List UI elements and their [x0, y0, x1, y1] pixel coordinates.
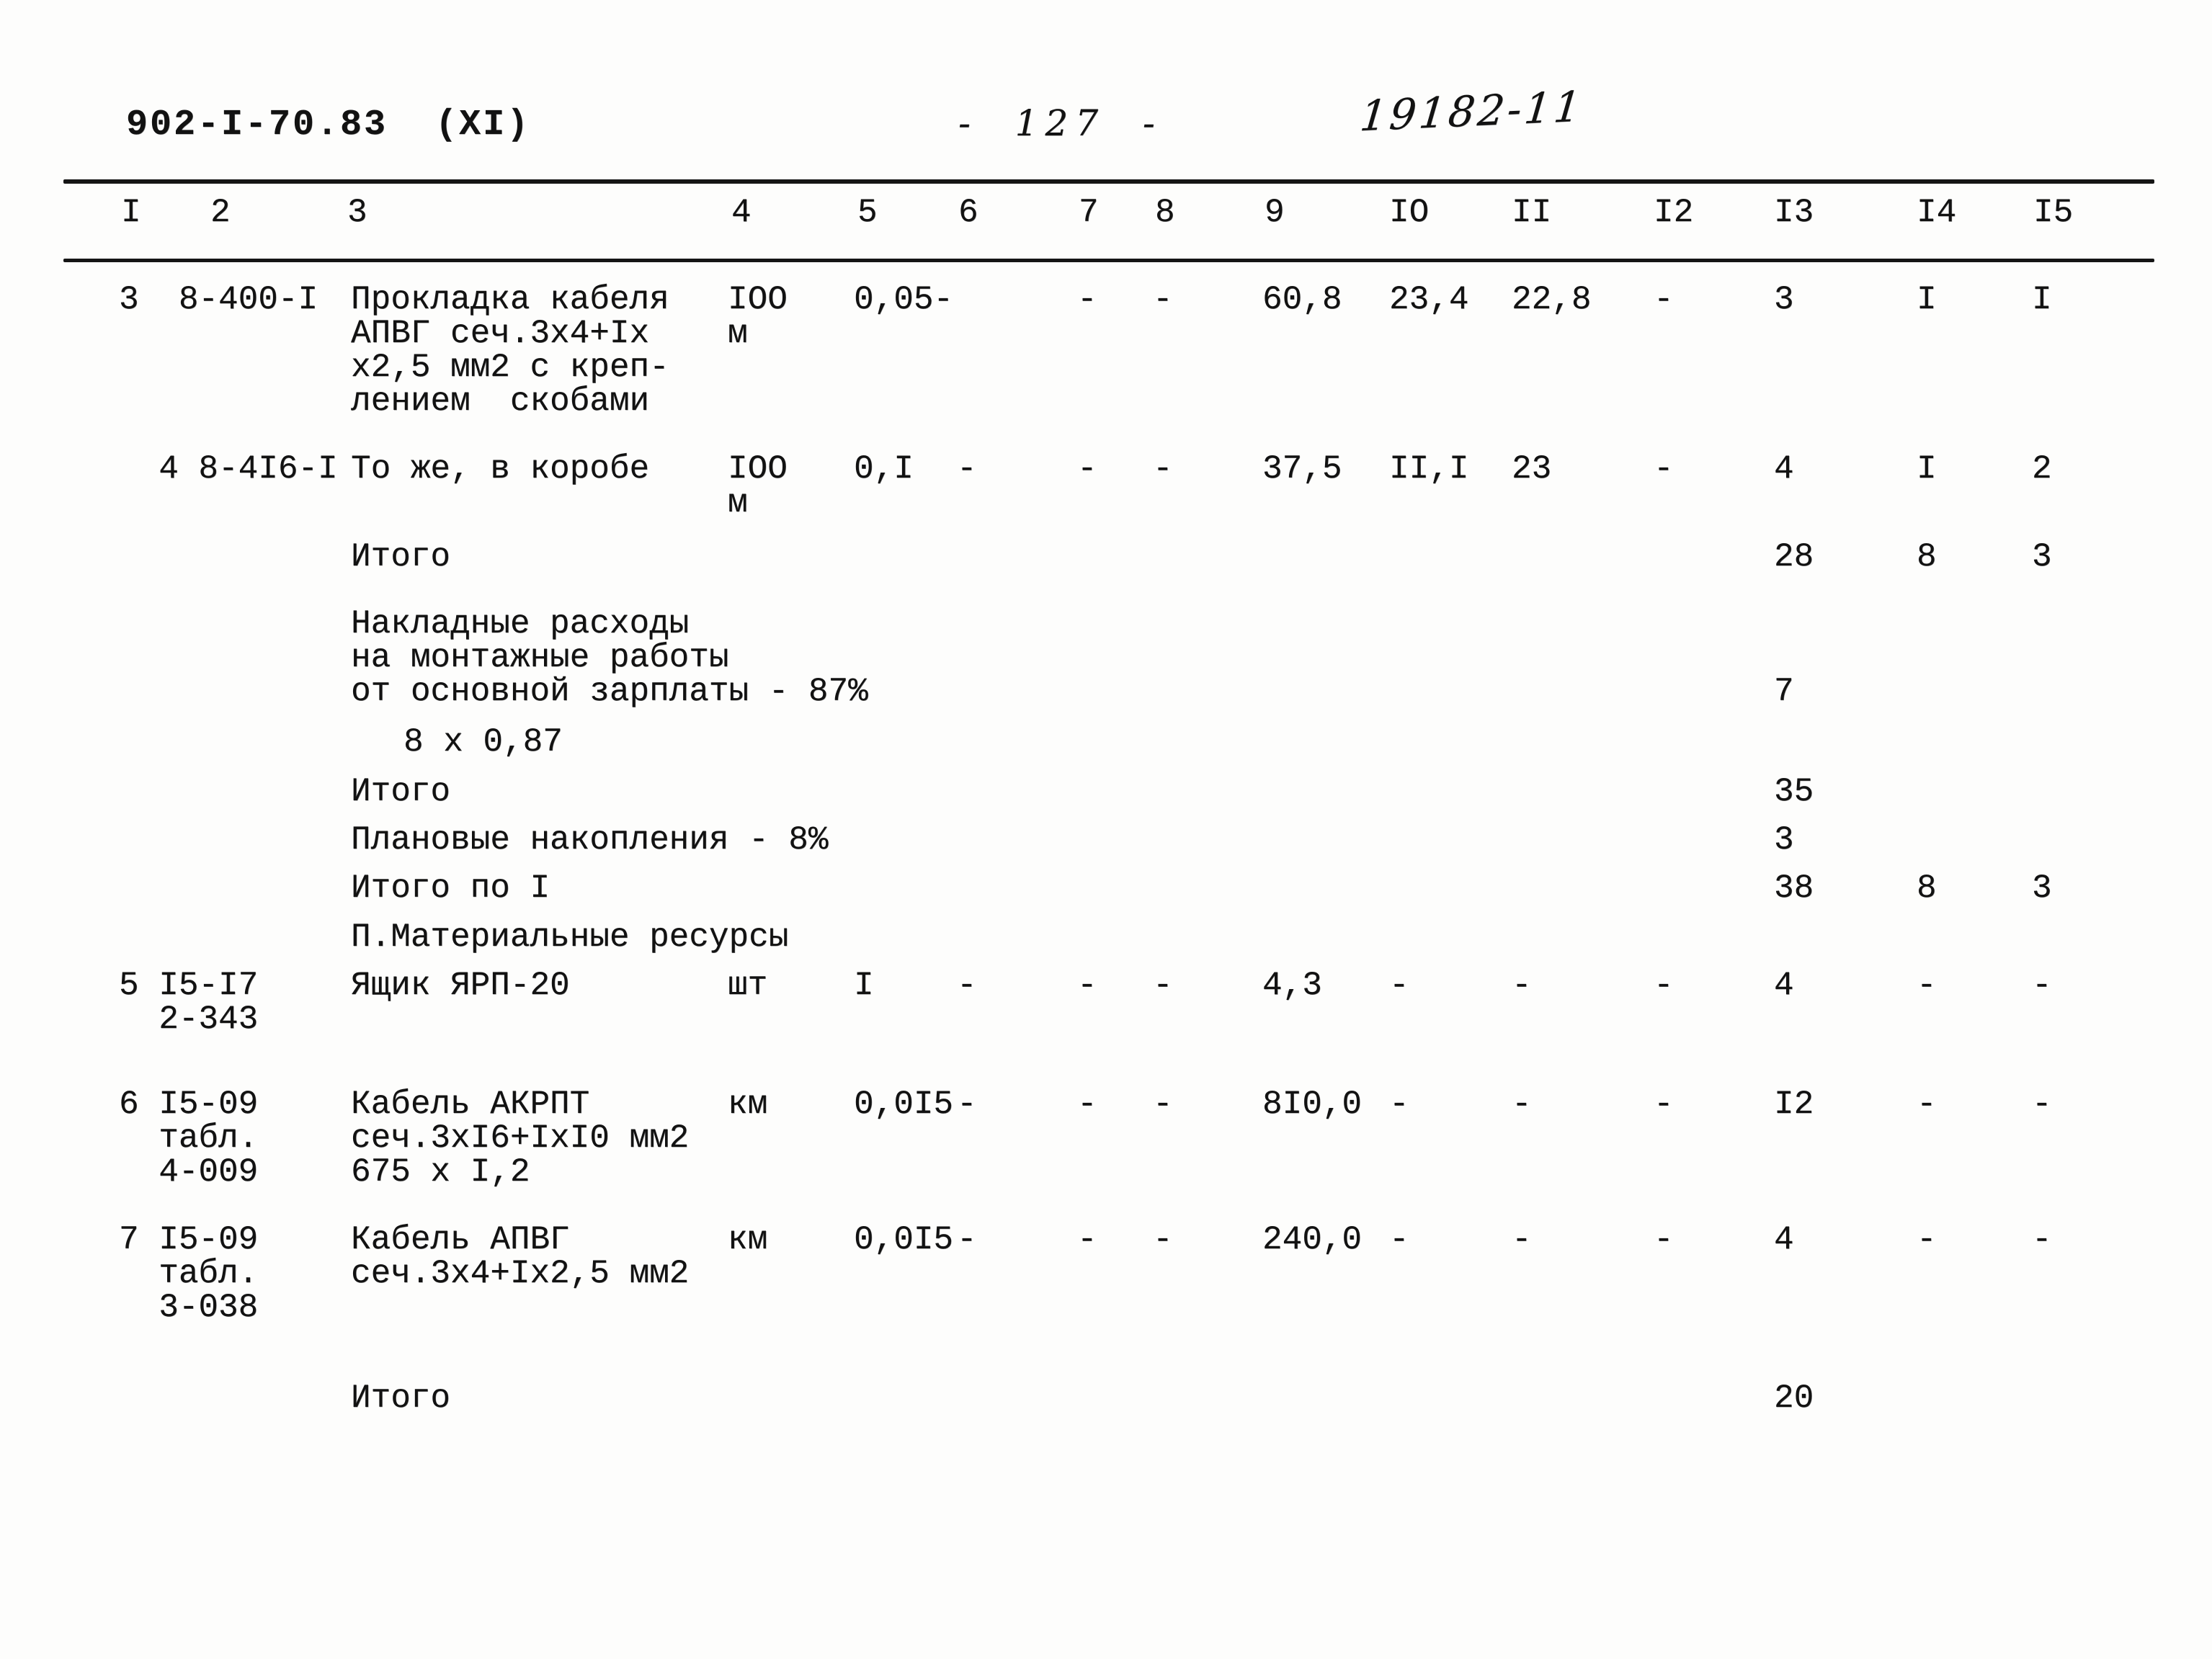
cell-c15: - [2032, 1221, 2052, 1258]
item-unit-line: км [728, 1221, 768, 1258]
column-header-6: 6 [958, 194, 978, 231]
item-id-line: табл. [119, 1119, 259, 1157]
cell-c13: 3 [1774, 281, 1794, 318]
cell-c6: - [957, 1086, 977, 1123]
item-desc-line: Кабель АКРПТ [351, 1086, 590, 1123]
cell-c8: - [1153, 281, 1173, 318]
column-header-15: I5 [2033, 194, 2074, 231]
item-unit-line: м [728, 484, 748, 522]
item-desc-line: сеч.3хI6+IхI0 мм2 [351, 1119, 690, 1157]
note-line: от основной зарплаты - 87% [351, 673, 868, 710]
column-header-9: 9 [1265, 194, 1285, 231]
note-line: Накладные расходы [351, 605, 690, 643]
cell-c12: - [1654, 1221, 1674, 1258]
column-header-8: 8 [1155, 194, 1175, 231]
total-label: Итого [351, 1379, 451, 1417]
cell-c9: 8I0,0 [1262, 1086, 1363, 1123]
cell-c5: 0,I [854, 450, 914, 488]
cell-c9: 240,0 [1262, 1221, 1363, 1258]
item-id-line: 7 I5-09 [119, 1221, 259, 1258]
column-header-4: 4 [731, 194, 752, 231]
cell-c15: 2 [2032, 450, 2052, 488]
cell-c13: 4 [1774, 1221, 1794, 1258]
column-header-1: I [121, 194, 141, 231]
cell-c11: - [1512, 1086, 1532, 1123]
cell-c13: 38 [1774, 869, 1814, 907]
cell-c11: 23 [1512, 450, 1552, 488]
cell-c14: I [1917, 450, 1937, 488]
item-desc-line: Ящик ЯРП-20 [351, 967, 570, 1004]
cell-c5: 0,0I5 [854, 1086, 954, 1123]
cell-c6: - [957, 967, 977, 1004]
cell-c15: - [2032, 1086, 2052, 1123]
cell-c13: 7 [1774, 673, 1794, 710]
item-id-line: 2-343 [119, 1001, 259, 1038]
item-desc-line: АПВГ сеч.3х4+Iх [351, 315, 650, 352]
cell-c12: - [1654, 967, 1674, 1004]
item-desc-line: То же, в коробе [351, 450, 650, 488]
cell-c10: - [1389, 1221, 1409, 1258]
item-unit-line: IOO [728, 281, 788, 318]
cell-c13: 20 [1774, 1379, 1814, 1417]
column-header-3: 3 [347, 194, 367, 231]
cell-c7: - [1077, 1221, 1097, 1258]
cell-c5: 0,05- [854, 281, 954, 318]
cell-c13: 35 [1774, 773, 1814, 810]
item-unit-line: шт [728, 967, 768, 1004]
cell-c8: - [1153, 1221, 1173, 1258]
cell-c11: - [1512, 967, 1532, 1004]
item-unit-line: м [728, 315, 748, 352]
column-header-7: 7 [1079, 194, 1099, 231]
cell-c8: - [1153, 450, 1173, 488]
formula: 8 х 0,87 [403, 723, 563, 761]
column-header-10: IO [1389, 194, 1430, 231]
cell-c15: 3 [2032, 538, 2052, 576]
cell-c14: - [1917, 1086, 1937, 1123]
cell-c14: - [1917, 967, 1937, 1004]
column-header-12: I2 [1654, 194, 1694, 231]
cell-c5: I [854, 967, 874, 1004]
cell-c10: - [1389, 1086, 1409, 1123]
column-header-5: 5 [857, 194, 878, 231]
item-desc-line: Кабель АПВГ [351, 1221, 570, 1258]
item-id-line: 5 I5-I7 [119, 967, 259, 1004]
table-rule-header [63, 259, 2154, 262]
cell-c14: I [1917, 281, 1937, 318]
cell-c13: 4 [1774, 967, 1794, 1004]
item-id-line: 6 I5-09 [119, 1086, 259, 1123]
cell-c5: 0,0I5 [854, 1221, 954, 1258]
item-desc-line: сеч.3х4+Iх2,5 мм2 [351, 1255, 690, 1292]
cell-c13: I2 [1774, 1086, 1814, 1123]
cell-c13: 4 [1774, 450, 1794, 488]
cell-c10: II,I [1389, 450, 1469, 488]
cell-c12: - [1654, 450, 1674, 488]
cell-c11: 22,8 [1512, 281, 1592, 318]
cell-c9: 37,5 [1262, 450, 1342, 488]
doc-code: 902-I-70.83 (XI) [126, 104, 531, 146]
item-id-line: 4 8-4I6-I [119, 450, 338, 488]
item-id-line: 3-038 [119, 1289, 259, 1326]
item-id-line: табл. [119, 1255, 259, 1292]
cell-c7: - [1077, 1086, 1097, 1123]
cell-c12: - [1654, 281, 1674, 318]
cell-c15: I [2032, 281, 2052, 318]
cell-c6: - [957, 450, 977, 488]
item-desc-line: Прокладка кабеля [351, 281, 669, 318]
item-unit-line: км [728, 1086, 768, 1123]
cell-c7: - [1077, 967, 1097, 1004]
column-header-2: 2 [210, 194, 231, 231]
cell-c10: 23,4 [1389, 281, 1469, 318]
cell-c15: 3 [2032, 869, 2052, 907]
cell-c10: - [1389, 967, 1409, 1004]
total-label: Итого по I [351, 869, 550, 907]
cell-c14: - [1917, 1221, 1937, 1258]
total-label: Итого [351, 538, 451, 576]
cell-c7: - [1077, 281, 1097, 318]
item-desc-line: 675 х I,2 [351, 1153, 530, 1191]
cell-c8: - [1153, 1086, 1173, 1123]
cell-c14: 8 [1917, 538, 1937, 576]
note-line: на монтажные работы [351, 639, 729, 676]
total-label: Итого [351, 773, 451, 810]
item-unit-line: IOO [728, 450, 788, 488]
item-id-line: 4-009 [119, 1153, 259, 1191]
cell-c9: 4,3 [1262, 967, 1322, 1004]
cell-c9: 60,8 [1262, 281, 1342, 318]
column-header-13: I3 [1774, 194, 1814, 231]
item-desc-line: лением скобами [351, 383, 650, 420]
table-rule-top [63, 179, 2154, 184]
page-number: - 127 - [958, 102, 1162, 144]
cell-c13: 3 [1774, 821, 1794, 859]
total-label: Плановые накопления - 8% [351, 821, 829, 859]
cell-c6: - [957, 1221, 977, 1258]
handwritten-code: 19182-11 [1357, 81, 1586, 141]
section-label: П.Материальные ресурсы [351, 918, 789, 956]
cell-c14: 8 [1917, 869, 1937, 907]
cell-c11: - [1512, 1221, 1532, 1258]
cell-c8: - [1153, 967, 1173, 1004]
cell-c7: - [1077, 450, 1097, 488]
item-desc-line: х2,5 мм2 с креп- [351, 349, 669, 386]
cell-c13: 28 [1774, 538, 1814, 576]
cell-c12: - [1654, 1086, 1674, 1123]
column-header-11: II [1512, 194, 1552, 231]
cell-c15: - [2032, 967, 2052, 1004]
item-id-line: 3 8-400-I [119, 281, 318, 318]
column-header-14: I4 [1917, 194, 1957, 231]
